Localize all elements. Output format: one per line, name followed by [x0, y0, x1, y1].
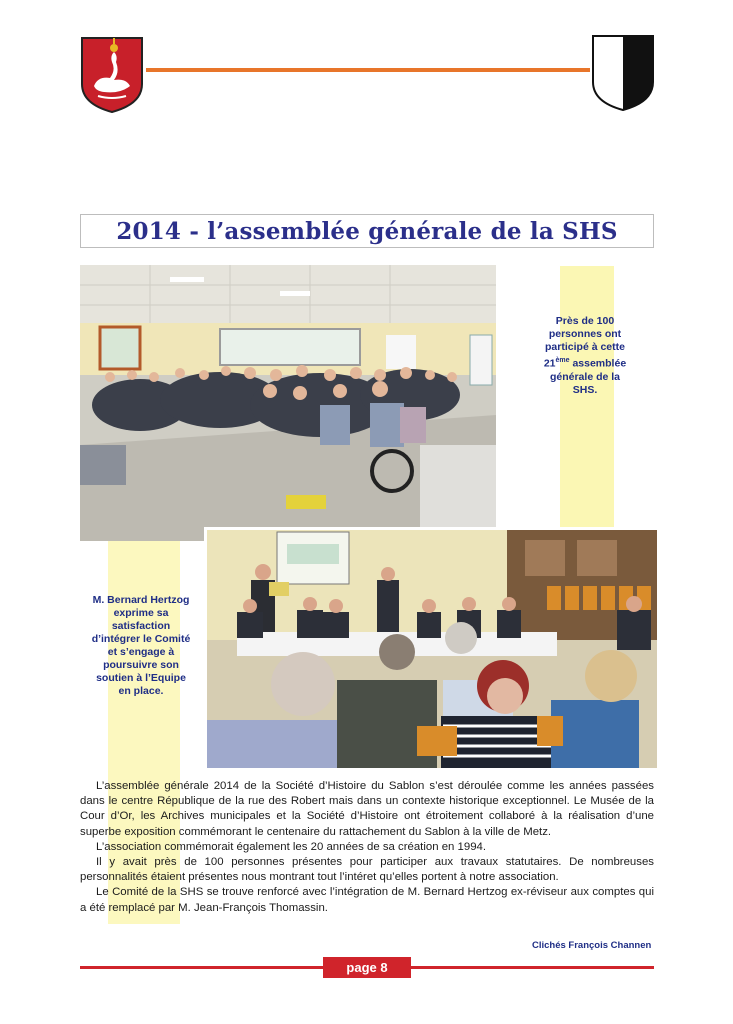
caption-line: Près de 100: [555, 315, 615, 327]
assembly-audience-photo: [80, 265, 496, 541]
page-title-box: [80, 214, 654, 248]
caption-line: SHS.: [572, 383, 598, 396]
committee-table-photo: [204, 527, 657, 768]
page-number: page 8: [323, 957, 411, 978]
caption-line: personnes ont: [548, 328, 622, 340]
highlight-strip-right: [560, 266, 614, 528]
photo-credit: Clichés François Channen: [532, 940, 652, 951]
photo-caption-hertzog: M. Bernard Hertzog exprime sa satisfaction d’intégrer le Comité et s’engage à poursuivre son soutien à l’Equipe en place.: [91, 594, 191, 697]
paragraph: L’association commémorait également les 20 années de sa création en 1994.: [96, 840, 487, 853]
header-rule: [146, 68, 590, 72]
metz-coat-of-arms-icon: [591, 34, 655, 114]
sablon-coat-of-arms-icon: [80, 36, 144, 114]
caption-line: assemblée: [569, 357, 627, 370]
paragraph: Il y avait près de 100 personnes présentes pour participer aux travaux statutaires. De nombreuses personnalités étaient présentes nous montrant tout l’intéret qu’elles portent à notre association.: [80, 856, 654, 884]
caption-line: participé à cette: [545, 341, 625, 353]
caption-ordinal: ème: [555, 357, 570, 364]
paragraph: L’assemblée générale 2014 de la Société d’Histoire du Sablon s’est déroulée comme les années passées dans le centre République de la rue des Robert mais dans un contexte historique exceptionnel. Le Musée de la Cour d’Or, les Archives municipales et la Société d’Histoire ont étroitement collaboré à la réalisation d’une superbe exposition commémorant le centenaire du rattachement du Sablon à la ville de Metz.: [80, 780, 654, 838]
photo-caption-attendance: [520, 315, 650, 397]
article-body: [80, 779, 654, 916]
page-title: 2014 - l’assemblée générale de la SHS: [116, 217, 618, 245]
caption-number: 21: [543, 357, 556, 370]
caption-line: générale de la: [549, 370, 621, 383]
paragraph: Le Comité de la SHS se trouve renforcé avec l’intégration de M. Bernard Hertzog ex-réviseur aux comptes qui a été remplacé par M. Jean-François Thomassin.: [80, 886, 654, 914]
